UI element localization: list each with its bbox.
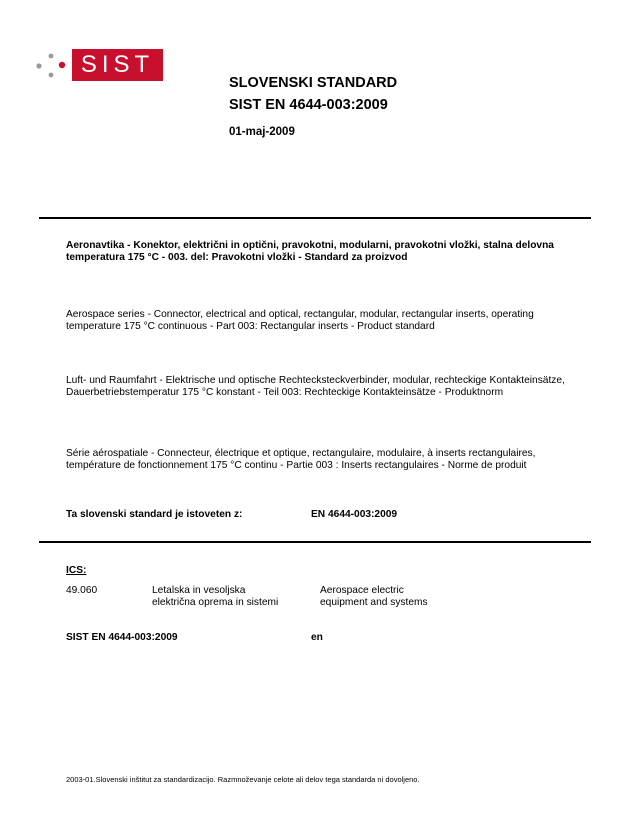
title-french: Série aérospatiale - Connecteur, électrique et optique, rectangulaire, modulaire, à inserts rectangulaires, température de fonctionnement 175 °C continu - Partie 003 : Inserts rectangulaires - Norme de produit	[66, 448, 536, 471]
ics-desc-sl-1: Letalska in vesoljska	[152, 585, 246, 596]
title-german: Luft- und Raumfahrt - Elektrische und optische Rechtecksteckverbinder, modular, rechteckige Kontakteinsätze, Dauerbetriebstemperatur 175 °C konstant - Teil 003: Rechteckige Kontakteinsätze - Produktnorm	[66, 375, 565, 398]
footer-standard-code: SIST EN 4644-003:2009	[66, 632, 178, 643]
copyright-notice: 2003-01.Slovenski inštitut za standardizacijo. Razmnoževanje celote ali delov tega standarda ni dovoljeno.	[66, 775, 420, 784]
ics-desc-sl-2: električna oprema in sistemi	[152, 597, 279, 608]
bottom-divider	[39, 541, 591, 543]
ics-desc-en-1: Aerospace electric	[320, 585, 404, 596]
standard-label: SLOVENSKI STANDARD	[229, 75, 398, 91]
title-english: Aerospace series - Connector, electrical and optical, rectangular, modular, rectangular inserts, operating temperature 175 °C continuous - Part 003: Rectangular inserts - Product standard	[66, 309, 534, 332]
ics-code: 49.060	[66, 585, 98, 596]
publication-date: 01-maj-2009	[229, 126, 295, 138]
ics-heading: ICS:	[66, 565, 87, 576]
ics-desc-en-2: equipment and systems	[320, 597, 428, 608]
identical-value: EN 4644-003:2009	[311, 509, 398, 520]
standard-number: SIST EN 4644-003:2009	[229, 97, 388, 113]
title-slovenian: Aeronavtika - Konektor, električni in optični, pravokotni, modularni, pravokotni vložki, stalna delovna temperatura 175 °C - 003. del: Pravokotni vložki - Standard za proizvod	[66, 240, 554, 263]
footer-language: en	[311, 632, 323, 643]
logo: SIST	[72, 49, 163, 81]
identical-label: Ta slovenski standard je istoveten z:	[66, 509, 243, 520]
logo-dots-icon	[34, 53, 74, 83]
top-divider	[39, 217, 591, 219]
